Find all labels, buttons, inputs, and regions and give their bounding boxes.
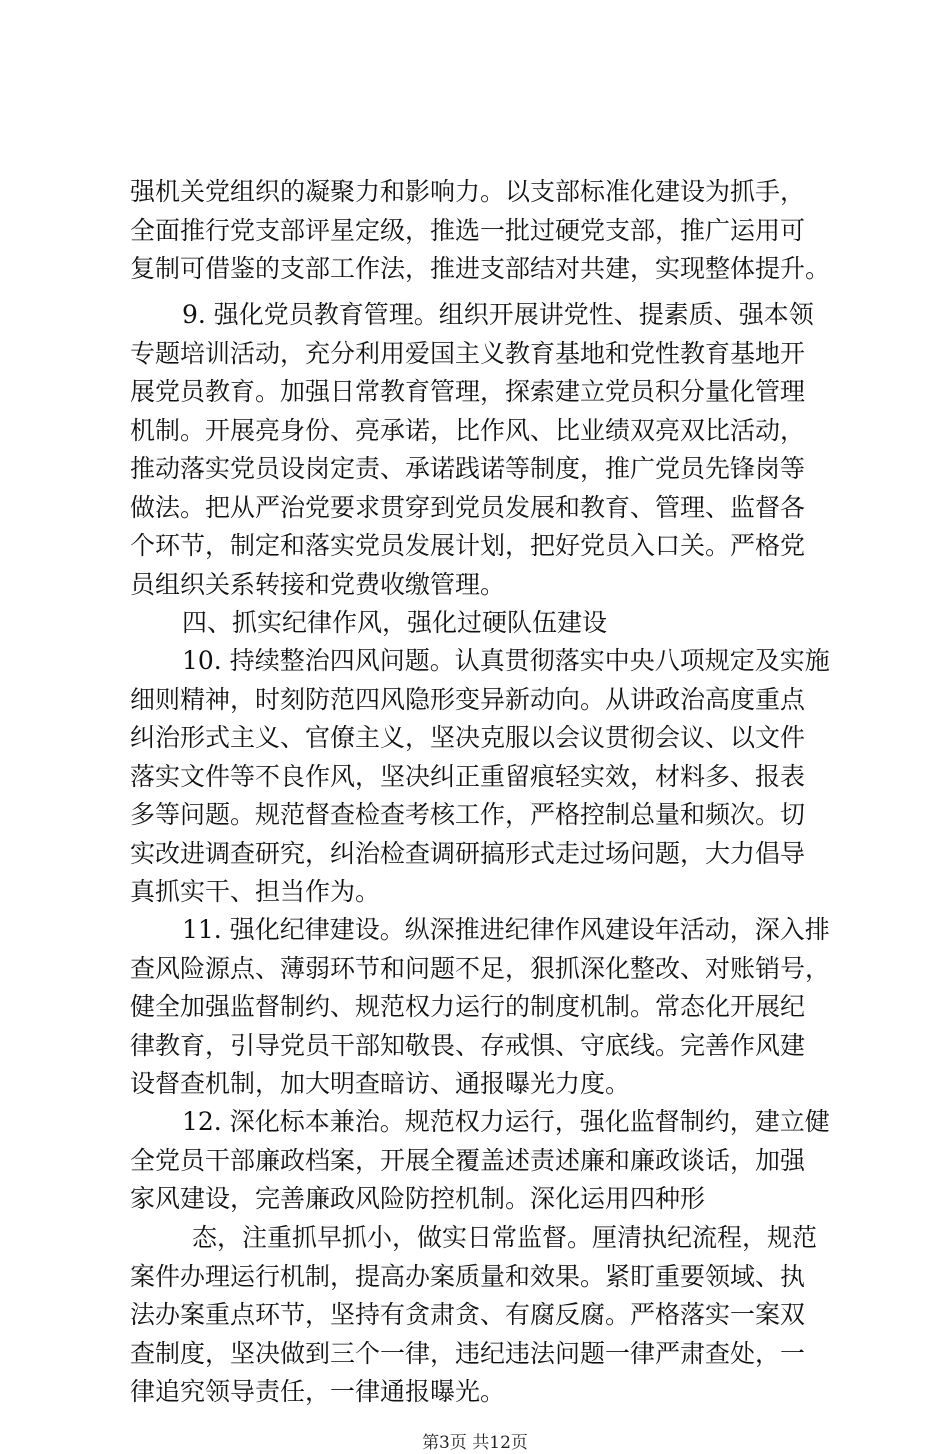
text-line: 全面推行党支部评星定级，推选一批过硬党支部，推广运用可 [130,215,806,245]
paragraph-carryover [130,173,830,289]
text-line: 9. 强化党员教育管理。组织开展讲党性、提素质、强本领 [182,300,814,329]
paragraph-item-12-continued [130,1219,830,1412]
text-line: 态，注重抓早抓小，做实日常监督。厘清执纪流程，规范 [192,1223,818,1252]
text-line: 落实文件等不良作风，坚决纠正重留痕轻实效，材料多、报表 [130,761,806,791]
text-line: 查风险源点、薄弱环节和问题不足，狠抓深化整改、对账销号， [130,953,830,983]
text-line: 10. 持续整治四风问题。认真贯彻落实中央八项规定及实施 [182,646,830,675]
text-line: 个环节，制定和落实党员发展计划，把好党员入口关。严格党 [130,531,806,560]
text-line: 做法。把从严治党要求贯穿到党员发展和教育、管理、监督各 [130,492,806,522]
paragraph-item-10 [130,642,830,912]
paragraph-item-12 [130,1103,830,1219]
text-line: 强机关党组织的凝聚力和影响力。以支部标准化建设为抓手， [130,177,806,206]
section-heading: 四、抓实纪律作风，强化过硬队伍建设 [182,608,608,637]
text-line: 推动落实党员设岗定责、承诺践诺等制度，推广党员先锋岗等 [130,454,806,483]
text-line: 细则精神，时刻防范四风隐形变异新动向。从讲政治高度重点 [130,684,806,714]
page-footer [0,1432,950,1454]
text-line: 案件办理运行机制，提高办案质量和效果。紧盯重要领域、执 [130,1261,806,1291]
text-line: 12. 深化标本兼治。规范权力运行，强化监督制约，建立健 [182,1107,830,1136]
text-line: 11. 强化纪律建设。纵深推进纪律作风建设年活动，深入排 [182,915,830,944]
text-line: 专题培训活动，充分利用爱国主义教育基地和党性教育基地开 [130,338,806,368]
text-line: 健全加强监督制约、规范权力运行的制度机制。常态化开展纪 [130,992,806,1021]
text-line: 法办案重点环节，坚持有贪肃贪、有腐反腐。严格落实一案双 [130,1300,806,1329]
text-line: 家风建设，完善廉政风险防控机制。深化运用四种形 [130,1184,706,1213]
page-number: 第3页 共12页 [422,1433,528,1453]
text-line: 查制度，坚决做到三个一律，违纪违法问题一律严肃查处，一 [130,1338,806,1368]
text-line: 员组织关系转接和党费收缴管理。 [130,569,506,599]
text-line: 纠治形式主义、官僚主义，坚决克服以会议贯彻会议、以文件 [130,723,806,752]
text-line: 实改进调查研究，纠治检查调研搞形式走过场问题，大力倡导 [130,838,806,868]
paragraph-item-9 [130,296,830,604]
text-line: 全党员干部廉政档案，开展全覆盖述责述廉和廉政谈话，加强 [130,1145,806,1175]
text-line: 多等问题。规范督查检查考核工作，严格控制总量和频次。切 [130,800,806,829]
text-line: 机制。开展亮身份、亮承诺，比作风、比业绩双亮双比活动， [130,415,806,445]
text-line: 展党员教育。加强日常教育管理，探索建立党员积分量化管理 [130,377,806,406]
section-heading-4 [130,604,830,643]
text-line: 真抓实干、担当作为。 [130,877,381,906]
text-line: 律追究领导责任，一律通报曝光。 [130,1377,506,1406]
text-line: 律教育，引导党员干部知敬畏、存戒惧、守底线。完善作风建 [130,1030,806,1060]
text-line: 设督查机制，加大明查暗访、通报曝光力度。 [130,1069,631,1098]
paragraph-item-11 [130,911,830,1104]
text-line: 复制可借鉴的支部工作法，推进支部结对共建，实现整体提升。 [130,254,830,283]
